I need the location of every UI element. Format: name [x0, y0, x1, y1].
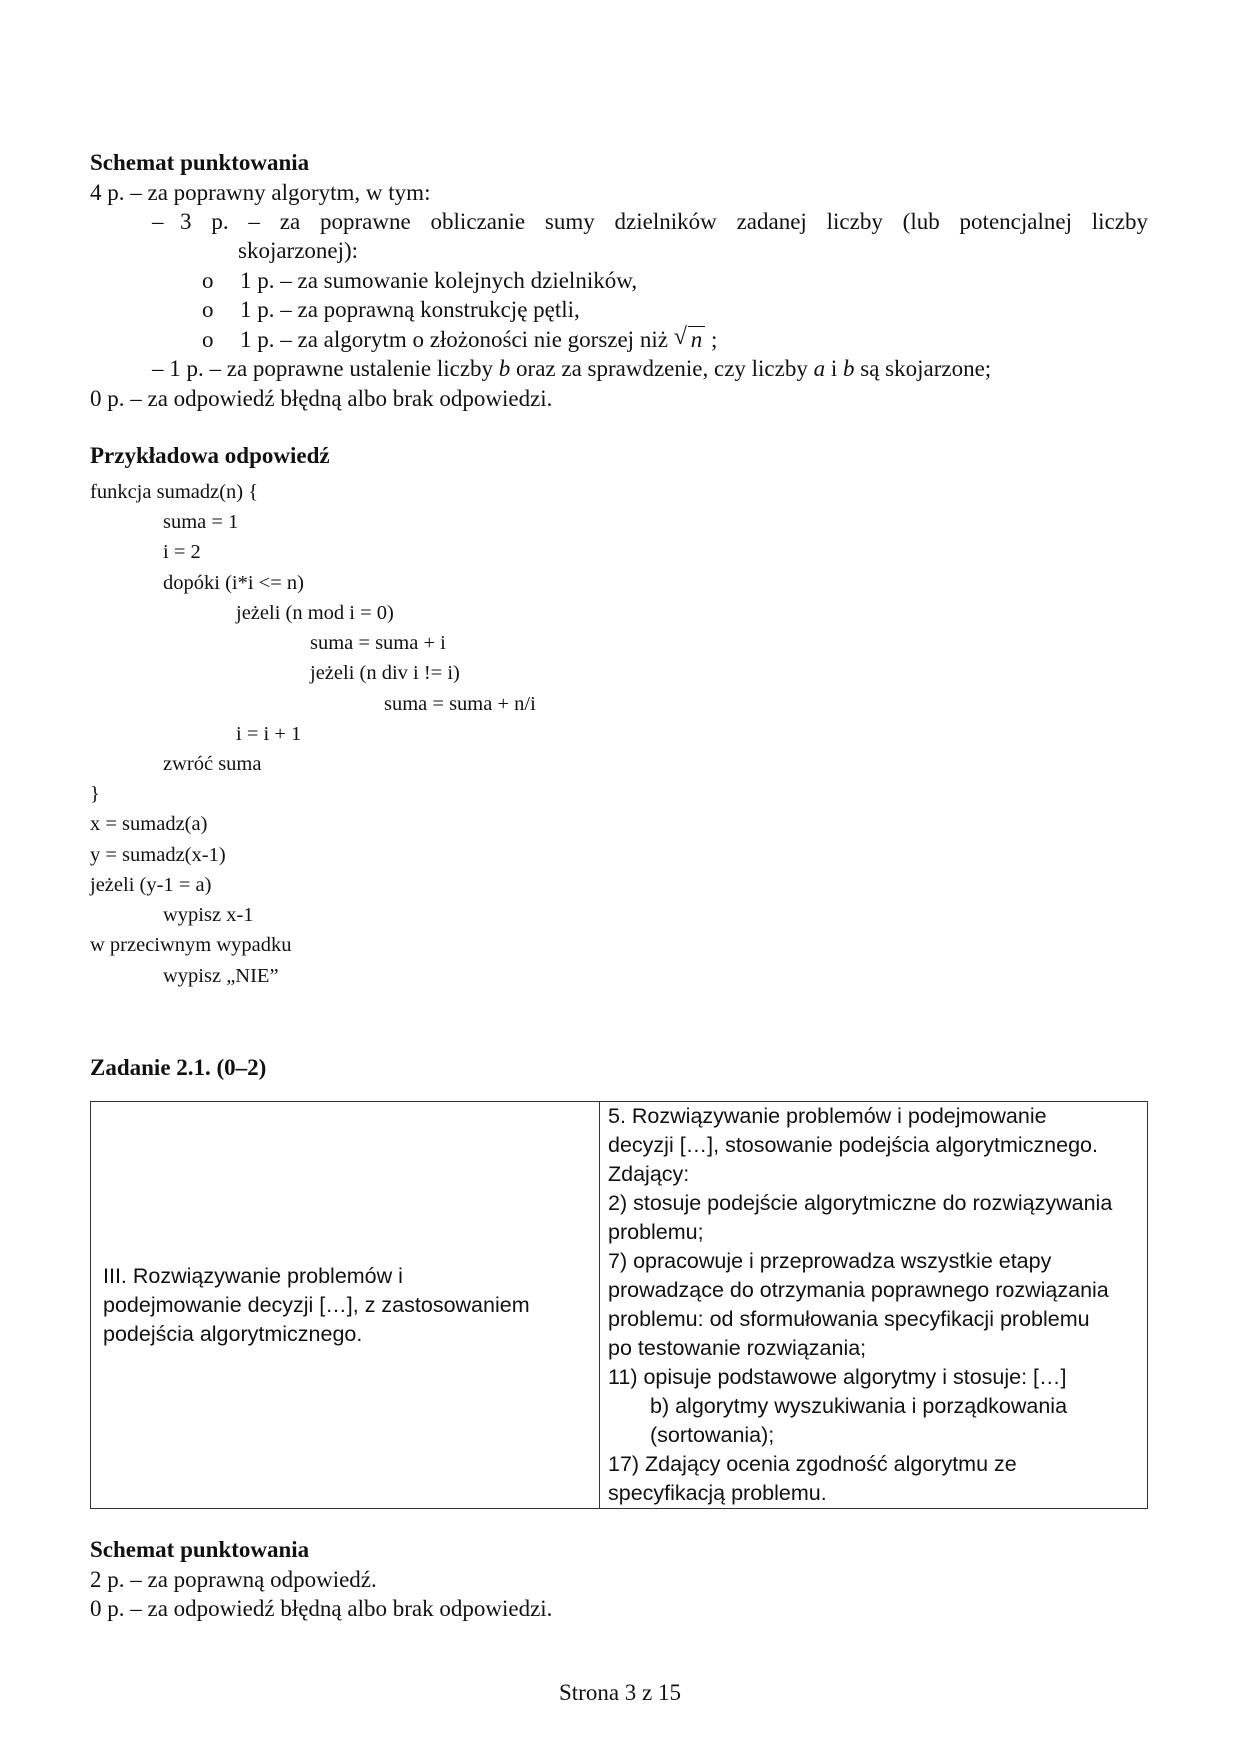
criterion-text: i — [830, 356, 838, 381]
radicand: n — [688, 326, 706, 352]
variable-b: b — [843, 356, 855, 381]
square-root-expression: √ n — [674, 327, 706, 353]
scoring-main-line: 4 p. – za poprawny algorytm, w tym: — [90, 180, 431, 205]
cell-line: 7) opracowuje i przeprowadza wszystkie etapy — [608, 1249, 1052, 1273]
criterion-text: są skojarzone; — [860, 356, 992, 381]
code-line: y = sumadz(x-1) — [90, 844, 226, 866]
code-line: wypisz x-1 — [163, 904, 254, 926]
code-line: } — [90, 783, 100, 805]
general-requirement-cell — [91, 1102, 600, 1509]
sub-criterion: 1 p. – za sumowanie kolejnych dzielników, — [240, 268, 638, 293]
table-row — [91, 1102, 1148, 1509]
bullet-marker: o — [202, 297, 214, 322]
code-line: suma = suma + i — [310, 632, 446, 654]
criterion-line — [152, 356, 991, 382]
specific-requirement-cell — [600, 1102, 1148, 1509]
cell-line: problemu: od sformułowania specyfikacji problemu — [608, 1307, 1090, 1331]
cell-line: specyfikacją problemu. — [608, 1481, 827, 1505]
scoring-line: 0 p. – za odpowiedź błędną albo brak odpowiedzi. — [90, 1596, 553, 1621]
code-line: funkcja sumadz(n) { — [90, 481, 259, 503]
code-line: dopóki (i*i <= n) — [163, 572, 304, 594]
bullet-marker: o — [202, 268, 214, 293]
code-line: x = sumadz(a) — [90, 813, 208, 835]
sub-criterion — [240, 324, 718, 353]
variable-b: b — [498, 356, 511, 381]
dash-marker: – — [152, 209, 164, 234]
zero-points-line: 0 p. – za odpowiedź błędną albo brak odpowiedzi. — [90, 386, 553, 411]
cell-line: 17) Zdający ocenia zgodność algorytmu ze — [608, 1452, 1017, 1476]
cell-line: decyzji […], stosowanie podejścia algorytmicznego. — [608, 1133, 1098, 1157]
code-line: jeżeli (n mod i = 0) — [236, 602, 394, 624]
cell-line: prowadzące do otrzymania poprawnego rozwiązania — [608, 1278, 1109, 1302]
cell-line: podejmowanie decyzji […], z zastosowaniem — [103, 1292, 530, 1317]
scoring-heading: Schemat punktowania — [90, 1537, 310, 1562]
cell-line: Zdający: — [608, 1162, 690, 1186]
cell-line: problemu; — [608, 1220, 704, 1244]
cell-line: po testowanie rozwiązania; — [608, 1336, 867, 1360]
cell-line: 11) opisuje podstawowe algorytmy i stosuje: […] — [608, 1365, 1067, 1389]
example-heading: Przykładowa odpowiedź — [90, 443, 330, 468]
cell-line: b) algorytmy wyszukiwania i porządkowania — [650, 1394, 1068, 1418]
code-line: jeżeli (y-1 = a) — [90, 874, 212, 896]
code-line: jeżeli (n div i != i) — [310, 662, 460, 684]
cell-line: (sortowania); — [650, 1423, 775, 1447]
sub-criterion-text: 1 p. – za algorytm o złożoności nie gorszej niż — [240, 327, 668, 352]
code-line: w przeciwnym wypadku — [90, 934, 292, 956]
criterion-line-continued: skojarzonej): — [238, 238, 359, 263]
bullet-marker: o — [202, 327, 214, 352]
scoring-heading: Schemat punktowania — [90, 150, 310, 175]
code-line: zwróć suma — [163, 753, 262, 775]
cell-line: 5. Rozwiązywanie problemów i podejmowanie — [608, 1104, 1047, 1128]
sub-criterion: 1 p. – za poprawną konstrukcję pętli, — [240, 297, 580, 322]
criterion-line: 3 p. – za poprawne obliczanie sumy dzielników zadanej liczby (lub potencjalnej liczby — [180, 209, 1148, 234]
code-line: wypisz „NIE” — [163, 965, 279, 987]
code-line: i = i + 1 — [236, 723, 302, 745]
variable-a: a — [813, 356, 826, 381]
sub-criterion-end: ; — [710, 327, 718, 352]
task-heading: Zadanie 2.1. (0–2) — [90, 1055, 267, 1080]
cell-line: podejścia algorytmicznego. — [103, 1321, 363, 1346]
scoring-line: 2 p. – za poprawną odpowiedź. — [90, 1567, 377, 1592]
cell-line: III. Rozwiązywanie problemów i — [103, 1263, 403, 1288]
criterion-text: oraz za sprawdzenie, czy liczby — [516, 356, 808, 381]
code-line: suma = suma + n/i — [384, 693, 536, 715]
code-line: suma = 1 — [163, 511, 239, 533]
curriculum-table — [90, 1101, 1148, 1509]
cell-line: 2) stosuje podejście algorytmiczne do rozwiązywania — [608, 1191, 1113, 1215]
page-number: Strona 3 z 15 — [558, 1680, 681, 1705]
code-line: i = 2 — [163, 541, 201, 563]
criterion-text: – 1 p. – za poprawne ustalenie liczby — [152, 356, 494, 381]
